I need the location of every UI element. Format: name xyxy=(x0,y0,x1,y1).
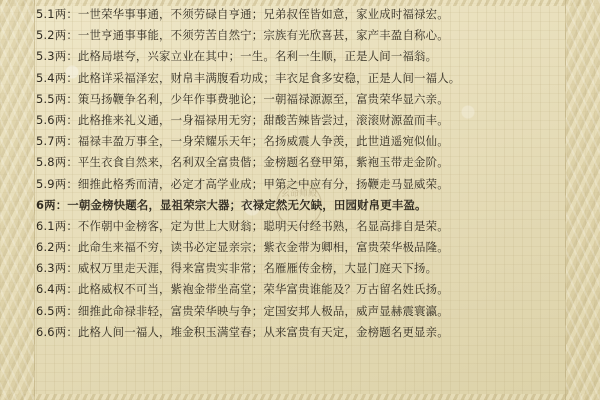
line-label: 5.8两 xyxy=(36,155,67,170)
line-label: 5.7两 xyxy=(36,134,67,149)
line-text: ：细推此格秀而清，必定才高学业成；甲第之中应有分，扬鞭走马显威荣。 xyxy=(66,176,449,191)
line-label: 6.5两 xyxy=(36,303,67,318)
document-line xyxy=(36,25,576,46)
line-text: ：不作朝中金榜客，定为世上大财翁；聪明天付经书熟，名显高排自是荣。 xyxy=(66,218,449,233)
document-line xyxy=(36,131,576,152)
document-line xyxy=(36,4,576,25)
line-text: ：此格详采福泽宏，财帛丰满腹看功成；丰衣足食多安稳，正是人间一福人。 xyxy=(66,70,461,85)
left-border-ornament xyxy=(0,0,35,400)
document-line xyxy=(36,216,576,237)
document-line xyxy=(36,322,576,343)
line-label: 5.6两 xyxy=(36,112,67,127)
line-text: ：细推此命禄非轻，富贵荣华映与争；定国安邦人极品，威声显赫震寰瀛。 xyxy=(66,303,449,318)
line-text: ：一朝金榜快题名，显祖荣宗大器；衣禄定然无欠缺，田园财帛更丰盈。 xyxy=(55,197,427,212)
document-line xyxy=(36,89,576,110)
document-line xyxy=(36,68,576,89)
seal-watermark: 玄命师殿 xyxy=(276,182,322,228)
line-label: 5.2两 xyxy=(36,28,67,43)
line-label: 6.4两 xyxy=(36,282,67,297)
document-line xyxy=(36,237,576,258)
line-text: ：此格人间一福人，堆金积玉满堂春；从来富贵有天定，金榜题名更显亲。 xyxy=(66,324,449,339)
line-text: ：一世荣华事事通，不须劳碌自亨通；兄弟叔侄皆如意，家业成时福禄宏。 xyxy=(66,7,449,21)
document-line xyxy=(36,110,576,131)
line-label: 6.1两 xyxy=(36,218,67,233)
line-label: 6两 xyxy=(36,197,56,212)
document-text-body xyxy=(36,4,576,396)
line-label: 5.5两 xyxy=(36,91,67,106)
line-label: 5.9两 xyxy=(36,176,67,191)
line-text: ：一世亨通事事能，不须劳苦自然宁；宗族有光欣喜甚，家产丰盈自称心。 xyxy=(66,28,449,43)
line-label: 5.1两 xyxy=(36,7,67,21)
line-text: ：此格局堪夸，兴家立业在其中；一生。名利一生顺，正是人间一福翁。 xyxy=(66,49,438,64)
document-line xyxy=(36,258,576,279)
document-line xyxy=(36,195,576,216)
line-text: ：福禄丰盈万事全，一身荣耀乐天年；名扬威震人争羡，此世逍遥宛似仙。 xyxy=(66,134,449,149)
document-line xyxy=(36,174,576,195)
line-label: 6.2两 xyxy=(36,240,67,255)
line-text: ：平生衣食自然来，名利双全富贵偕；金榜题名登甲第，紫袍玉带走金阶。 xyxy=(66,155,449,170)
line-label: 6.3两 xyxy=(36,261,67,276)
line-text: ：此格推来礼义通，一身福禄用无穷；甜酸苦辣皆尝过，滚滚财源盈而丰。 xyxy=(66,112,449,127)
document-line xyxy=(36,301,576,322)
line-text: ：此命生来福不穷，读书必定显亲宗；紫衣金带为卿相，富贵荣华极品隆。 xyxy=(66,240,449,255)
line-text: ：策马扬鞭争名利，少年作事费驰论；一朝福禄源源至，富贵荣华显六亲。 xyxy=(66,91,449,106)
document-line xyxy=(36,46,576,67)
line-text: ：威权万里走天涯，得来富贵实非常；名雁雁传金榜，大显门庭天下扬。 xyxy=(66,261,438,276)
line-label: 6.6两 xyxy=(36,324,67,339)
document-line xyxy=(36,279,576,300)
document-line xyxy=(36,152,576,173)
line-label: 5.4两 xyxy=(36,70,67,85)
line-label: 5.3两 xyxy=(36,49,67,64)
line-text: ：此格威权不可当，紫袍金带坐高堂；荣华富贵谁能及？万古留名姓氏扬。 xyxy=(66,282,449,297)
